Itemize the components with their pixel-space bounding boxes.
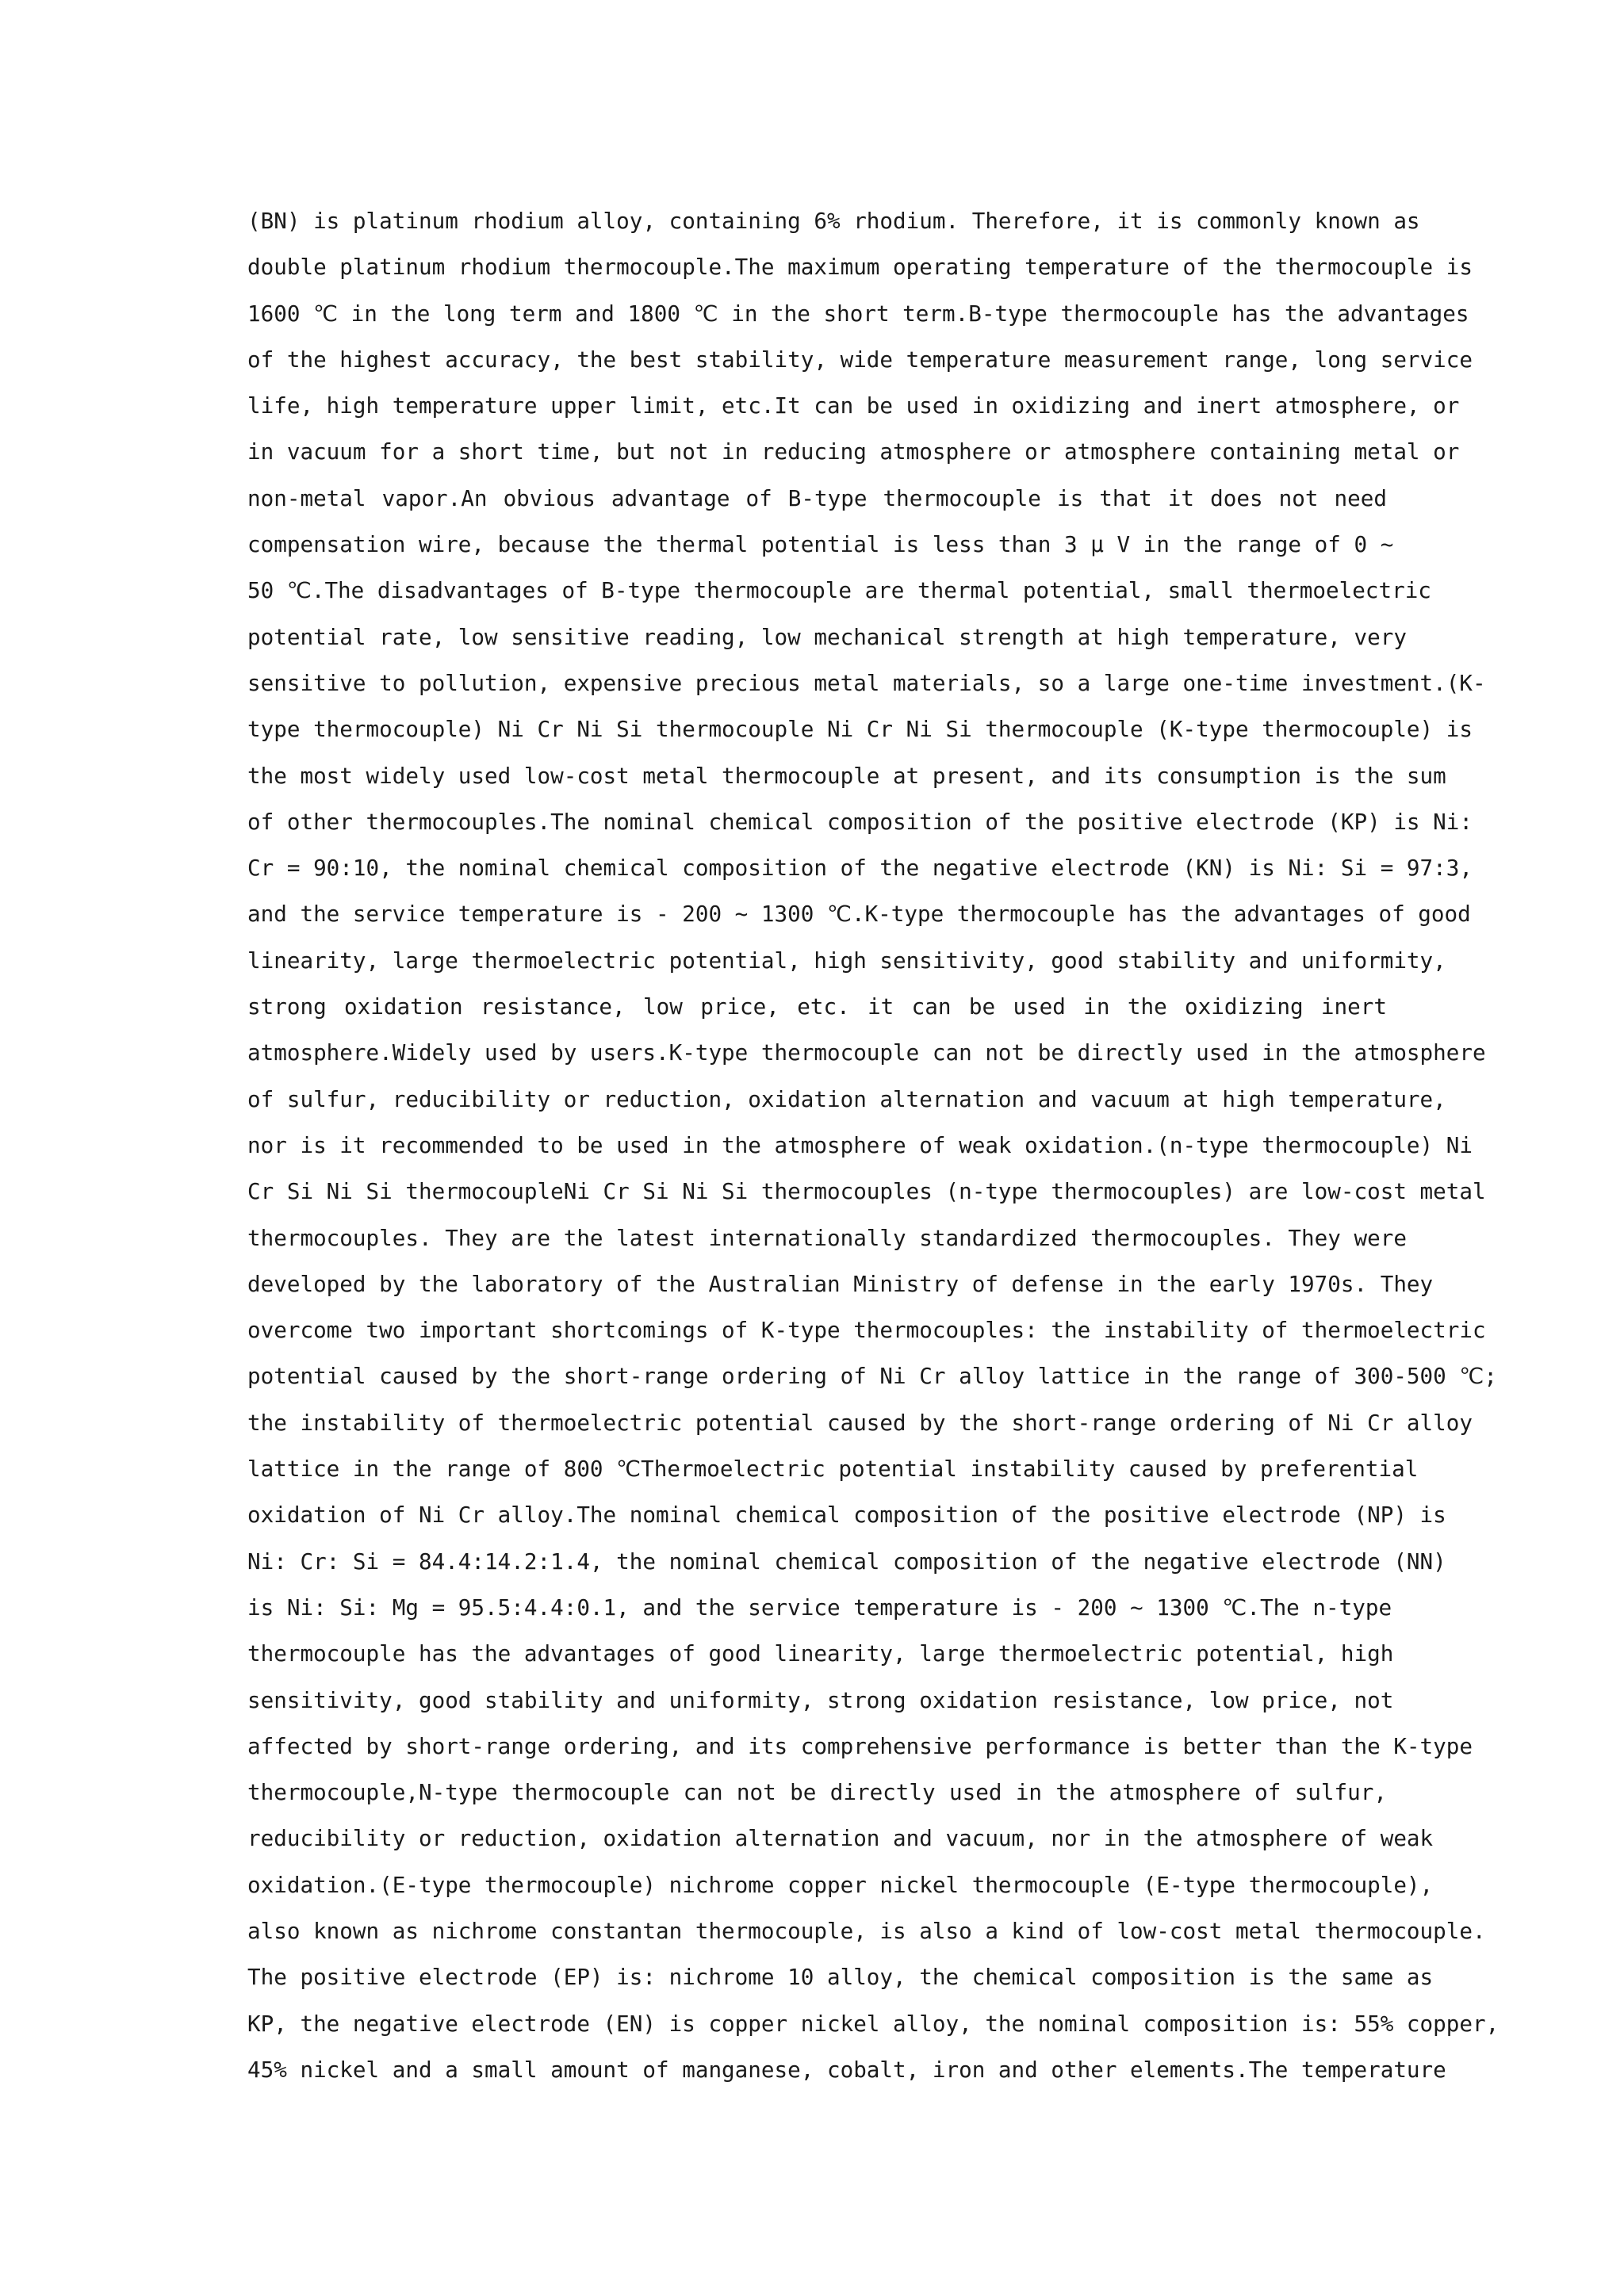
body-paragraph [247, 198, 1500, 2093]
text-line: 45% nickel and a small amount of manganese, cobalt, iron and other elements.The temperature [247, 2056, 1446, 2083]
text-line: type thermocouple) Ni Cr Ni Si thermocouple Ni Cr Ni Si thermocouple (K-type thermocouple) is [247, 716, 1473, 743]
text-line: 1600 ℃ in the long term and 1800 ℃ in the short term.B-type thermocouple has the advantages [247, 300, 1469, 327]
text-line: and the service temperature is - 200 ~ 1300 ℃.K-type thermocouple has the advantages of good [247, 901, 1471, 928]
text-line: linearity, large thermoelectric potential, high sensitivity, good stability and uniformity, [247, 947, 1446, 974]
text-line: of other thermocouples.The nominal chemical composition of the positive electrode (KP) is Ni: [247, 808, 1473, 835]
text-line: of the highest accuracy, the best stability, wide temperature measurement range, long service [247, 346, 1473, 373]
text-line: strong oxidation resistance, low price, etc. it can be used in the oxidizing inert [247, 993, 1387, 1020]
text-line: potential rate, low sensitive reading, low mechanical strength at high temperature, very [247, 623, 1407, 650]
text-line: is Ni: Si: Mg = 95.5:4.4:0.1, and the service temperature is - 200 ~ 1300 ℃.The n-type [247, 1594, 1392, 1621]
text-line: non-metal vapor.An obvious advantage of B-type thermocouple is that it does not need [247, 484, 1387, 511]
text-line: (BN) is platinum rhodium alloy, containing 6% rhodium. Therefore, it is commonly known as [247, 208, 1420, 234]
text-line: in vacuum for a short time, but not in reducing atmosphere or atmosphere containing metal or [247, 438, 1460, 465]
text-line: overcome two important shortcomings of K-type thermocouples: the instability of thermoelectric [247, 1317, 1486, 1344]
text-line: reducibility or reduction, oxidation alternation and vacuum, nor in the atmosphere of weak [247, 1825, 1434, 1852]
text-line: thermocouple,N-type thermocouple can not be directly used in the atmosphere of sulfur, [247, 1779, 1387, 1806]
text-line: developed by the laboratory of the Australian Ministry of defense in the early 1970s. They [247, 1270, 1434, 1297]
text-line: thermocouple has the advantages of good linearity, large thermoelectric potential, high [247, 1640, 1394, 1667]
text-line: sensitivity, good stability and uniformity, strong oxidation resistance, low price, not [247, 1686, 1394, 1713]
text-line: Ni: Cr: Si = 84.4:14.2:1.4, the nominal chemical composition of the negative electrode (NN) [247, 1548, 1446, 1575]
text-line: Cr = 90:10, the nominal chemical composition of the negative electrode (KN) is Ni: Si = 97:3, [247, 855, 1473, 882]
text-line: the instability of thermoelectric potential caused by the short-range ordering of Ni Cr alloy [247, 1409, 1473, 1436]
text-line: lattice in the range of 800 ℃Thermoelectric potential instability caused by preferential [247, 1456, 1419, 1483]
text-line: the most widely used low-cost metal thermocouple at present, and its consumption is the sum [247, 762, 1446, 789]
text-line: oxidation of Ni Cr alloy.The nominal chemical composition of the positive electrode (NP) is [247, 1502, 1446, 1529]
text-line: sensitive to pollution, expensive precious metal materials, so a large one-time investment.(K- [247, 669, 1486, 696]
text-line: compensation wire, because the thermal potential is less than 3 μ V in the range of 0 ~ [247, 531, 1394, 558]
text-line: affected by short-range ordering, and its comprehensive performance is better than the K-type [247, 1732, 1473, 1759]
text-line: of sulfur, reducibility or reduction, oxidation alternation and vacuum at high temperature, [247, 1085, 1446, 1112]
text-line: 50 ℃.The disadvantages of B-type thermocouple are thermal potential, small thermoelectric [247, 577, 1431, 604]
text-line: thermocouples. They are the latest internationally standardized thermocouples. They were [247, 1224, 1407, 1251]
text-line: double platinum rhodium thermocouple.The maximum operating temperature of the thermocouple is [247, 254, 1473, 281]
text-line: atmosphere.Widely used by users.K-type thermocouple can not be directly used in the atmosphere [247, 1039, 1486, 1066]
text-line: Cr Si Ni Si thermocoupleNi Cr Si Ni Si thermocouples (n-type thermocouples) are low-cost metal [247, 1178, 1486, 1205]
text-line: oxidation.(E-type thermocouple) nichrome copper nickel thermocouple (E-type thermocouple), [247, 1871, 1434, 1898]
text-line: The positive electrode (EP) is: nichrome 10 alloy, the chemical composition is the same as [247, 1964, 1434, 1991]
text-line: also known as nichrome constantan thermocouple, is also a kind of low-cost metal thermocouple. [247, 1917, 1486, 1944]
text-line: life, high temperature upper limit, etc.It can be used in oxidizing and inert atmosphere, or [247, 392, 1460, 419]
text-line: potential caused by the short-range ordering of Ni Cr alloy lattice in the range of 300-500 ℃; [247, 1363, 1497, 1390]
text-line: KP, the negative electrode (EN) is copper nickel alloy, the nominal composition is: 55% copper, [247, 2010, 1500, 2037]
text-line: nor is it recommended to be used in the atmosphere of weak oxidation.(n-type thermocouple) Ni [247, 1131, 1473, 1158]
